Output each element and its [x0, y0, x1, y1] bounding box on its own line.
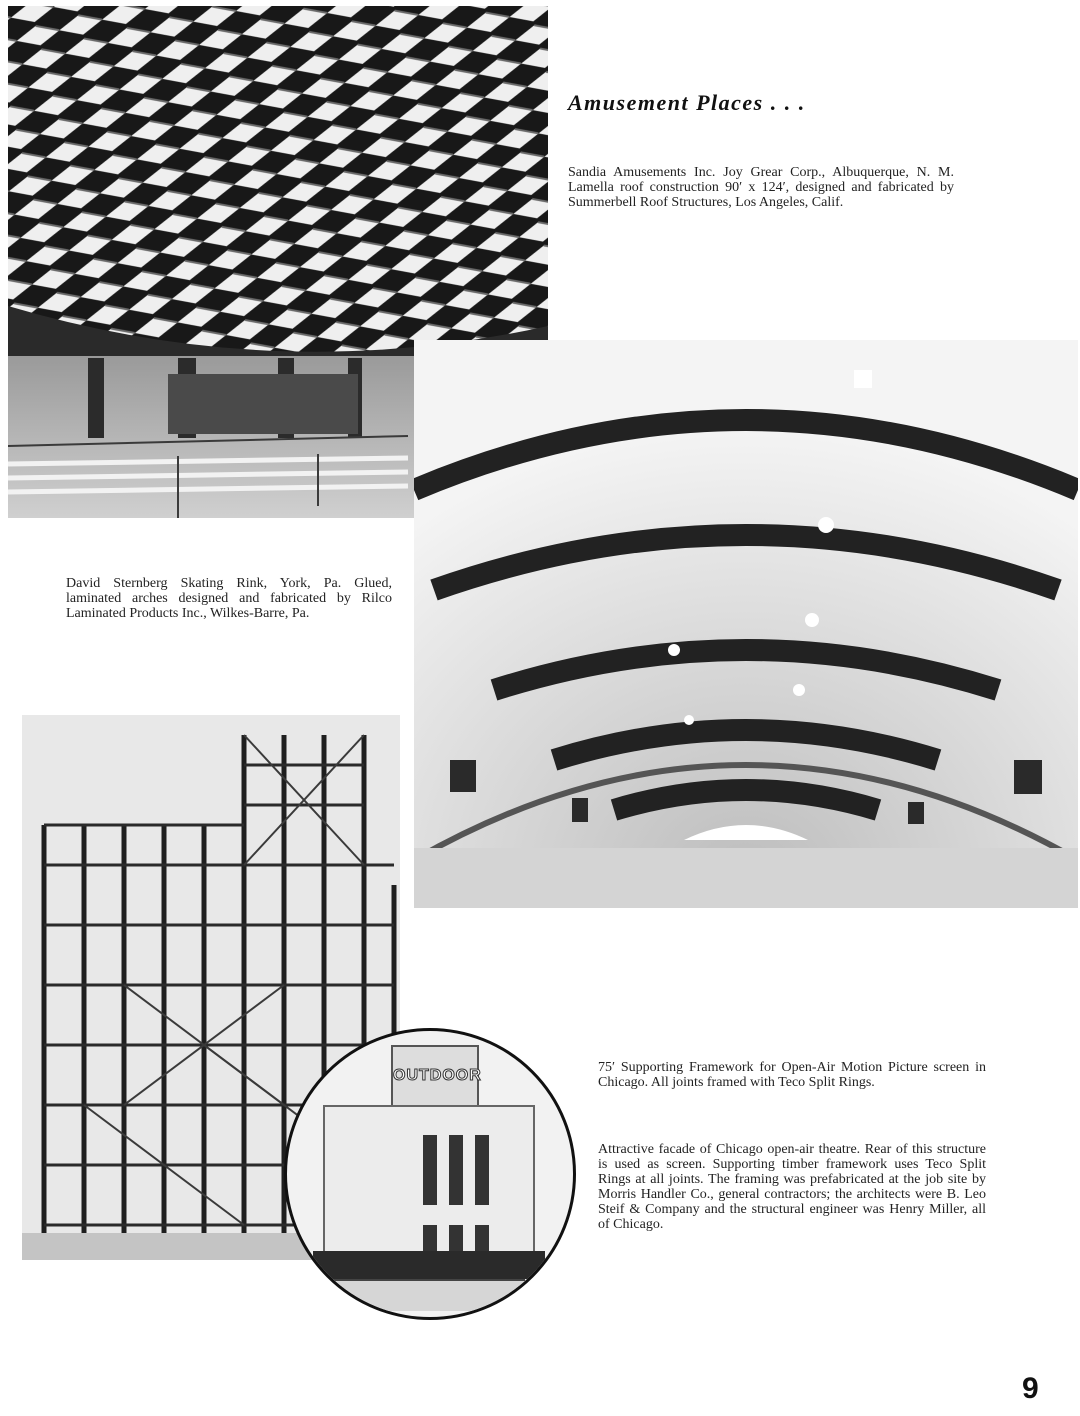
theatre-column [475, 1135, 489, 1205]
caption-sternberg: David Sternberg Skating Rink, York, Pa. Glued, laminated arches designed and fabricated by Rilco Laminated Products Inc., Wilkes-Barre, Pa. [66, 576, 392, 621]
theatre-building [313, 1045, 545, 1315]
caption-sandia: Sandia Amusements Inc. Joy Grear Corp., Albuquerque, N. M. Lamella roof construction 90′ x 124′, designed and fabricated by Summerbell Roof Structures, Los Angeles, Calif. [568, 165, 954, 210]
theatre-column [449, 1135, 463, 1205]
theatre-column [475, 1225, 489, 1253]
section-heading: Amusement Places . . . [568, 90, 806, 115]
theatre-base [313, 1251, 545, 1279]
caption-framework: 75′ Supporting Framework for Open-Air Motion Picture screen in Chicago. All joints framed with Teco Split Rings. [598, 1060, 986, 1090]
caption-facade: Attractive facade of Chicago open-air theatre. Rear of this structure is used as screen. Supporting timber framework uses Teco Split Rings at all joints. The framing was prefabricated at the job site by Morris Handler Co., general contractors; the architects were B. Leo Steif & Company and the structural engineer was Henry Miller, all of Chicago. [598, 1142, 986, 1232]
theatre-column [449, 1225, 463, 1253]
page-number: 9 [1022, 1372, 1039, 1405]
skating-rink-photo [414, 340, 1078, 908]
theatre-sign-line1: OUTDOOR [393, 1067, 482, 1084]
theatre-plinth [333, 1279, 525, 1311]
theatre-column [423, 1225, 437, 1253]
theatre-column [423, 1135, 437, 1205]
outdoor-theatre-facade-photo [284, 1028, 576, 1320]
